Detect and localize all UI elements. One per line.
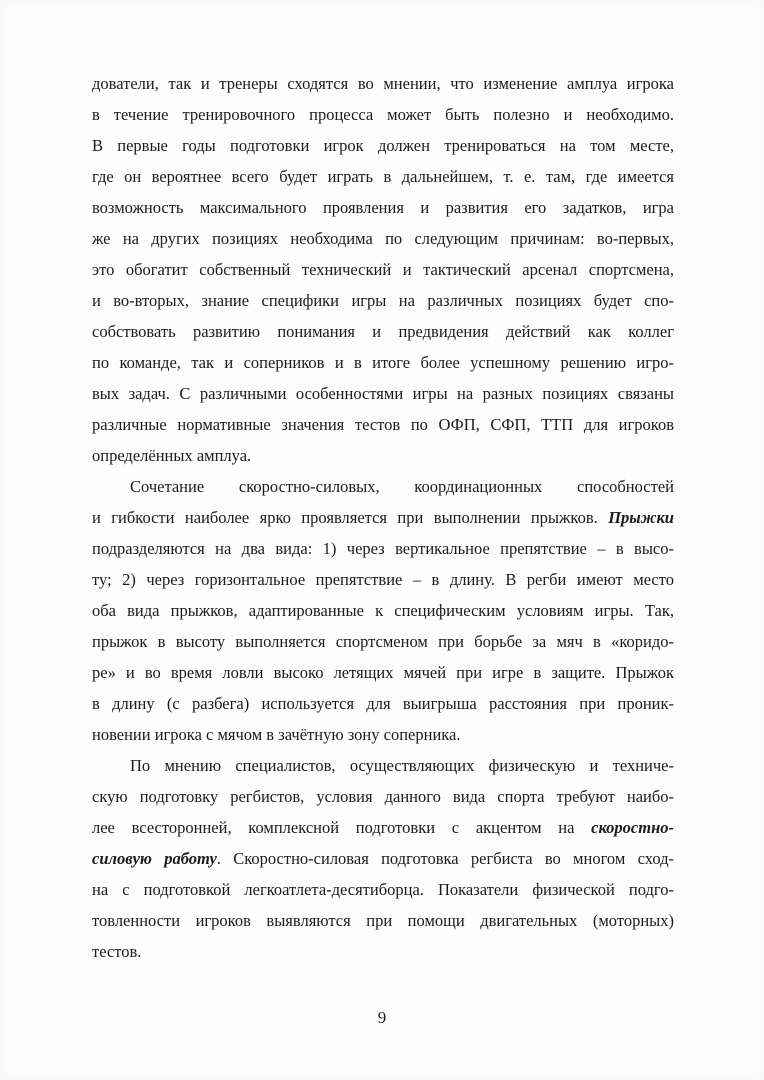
body-text: товленности игроков выявляются при помощи двигательных (моторных): [92, 911, 674, 930]
emphasis-text: Прыжки: [608, 508, 674, 527]
body-text: ту; 2) через горизонтальное препятствие – в длину. В регби имеют место: [92, 570, 674, 589]
text-line: [92, 347, 674, 378]
text-line: [92, 99, 674, 130]
body-text: дователи, так и тренеры сходятся во мнении, что изменение амплуа игрока: [92, 74, 674, 93]
body-text: различные нормативные значения тестов по ОФП, СФП, ТТП для игроков: [92, 415, 674, 434]
body-text: скую подготовку регбистов, условия данного вида спорта требуют наибо-: [92, 787, 674, 806]
text-line: [92, 130, 674, 161]
text-line: [92, 657, 674, 688]
text-line: [92, 471, 674, 502]
paragraph: [92, 471, 674, 750]
text-line: [92, 409, 674, 440]
body-text: подразделяются на два вида: 1) через вертикальное препятствие – в высо-: [92, 539, 674, 558]
body-text: определённых амплуа.: [92, 446, 252, 465]
document-body: [92, 68, 674, 967]
text-line: [92, 285, 674, 316]
text-line: [92, 533, 674, 564]
text-line: [92, 781, 674, 812]
text-line: [92, 254, 674, 285]
body-text: и гибкости наиболее ярко проявляется при выполнении прыжков.: [92, 508, 609, 527]
text-line: [92, 564, 674, 595]
text-line: [92, 192, 674, 223]
body-text: вых задач. С различными особенностями игры на разных позициях связаны: [92, 384, 674, 403]
body-text: собствовать развитию понимания и предвидения действий как коллег: [92, 322, 674, 341]
text-line: [92, 502, 674, 533]
body-text: тестов.: [92, 942, 142, 961]
body-text: на с подготовкой легкоатлета-десятиборца. Показатели физической подго-: [92, 880, 674, 899]
text-line: [92, 68, 674, 99]
text-line: [92, 378, 674, 409]
text-line: [92, 223, 674, 254]
text-line: [92, 440, 674, 471]
body-text: прыжок в высоту выполняется спортсменом при борьбе за мяч в «коридо-: [92, 632, 674, 651]
body-text: новении игрока с мячом в зачётную зону соперника.: [92, 725, 461, 744]
emphasis-text: силовую работу: [92, 849, 217, 868]
text-line: [92, 843, 674, 874]
body-text: это обогатит собственный технический и тактический арсенал спортсмена,: [92, 260, 674, 279]
text-line: [92, 812, 674, 843]
paragraph: [92, 68, 674, 471]
text-line: [92, 316, 674, 347]
body-text: и во-вторых, знание специфики игры на различных позициях будет спо-: [92, 291, 674, 310]
body-text: по команде, так и соперников и в итоге более успешному решению игро-: [92, 353, 674, 372]
body-text: в течение тренировочного процесса может быть полезно и необходимо.: [92, 105, 674, 124]
body-text: возможность максимального проявления и развития его задатков, игра: [92, 198, 674, 217]
emphasis-text: скоростно-: [591, 818, 674, 837]
text-line: [92, 595, 674, 626]
body-text: лее всесторонней, комплексной подготовки с акцентом на: [92, 818, 592, 837]
body-text: же на других позициях необходима по следующим причинам: во-первых,: [92, 229, 674, 248]
text-line: [92, 719, 674, 750]
body-text: По мнению специалистов, осуществляющих физическую и техниче-: [130, 756, 674, 775]
text-line: [92, 161, 674, 192]
body-text: . Скоростно-силовая подготовка регбиста во многом сход-: [216, 849, 674, 868]
body-text: Сочетание скоростно-силовых, координационных способностей: [130, 477, 674, 496]
text-line: [92, 688, 674, 719]
paragraph: [92, 750, 674, 967]
text-line: [92, 905, 674, 936]
body-text: В первые годы подготовки игрок должен тренироваться на том месте,: [92, 136, 674, 155]
body-text: в длину (с разбега) используется для выигрыша расстояния при проник-: [92, 694, 674, 713]
text-line: [92, 874, 674, 905]
body-text: ре» и во время ловли высоко летящих мячей при игре в защите. Прыжок: [92, 663, 674, 682]
page-number: 9: [377, 1008, 387, 1027]
body-text: оба вида прыжков, адаптированные к специфическим условиям игры. Так,: [92, 601, 674, 620]
text-line: [92, 750, 674, 781]
text-line: [92, 936, 674, 967]
text-line: [92, 626, 674, 657]
body-text: где он вероятнее всего будет играть в дальнейшем, т. е. там, где имеется: [92, 167, 674, 186]
